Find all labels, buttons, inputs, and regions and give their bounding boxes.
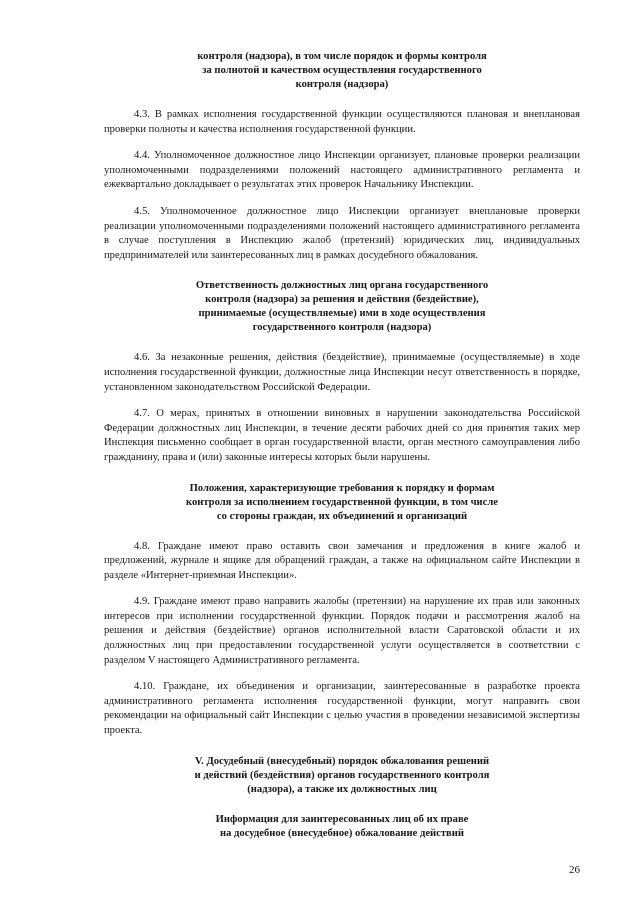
section-heading-control-forms — [104, 50, 580, 92]
heading-line: на досудебное (внесудебное) обжалование действий — [220, 827, 464, 839]
page-number: 26 — [569, 864, 580, 876]
section-heading-citizen-control — [104, 482, 580, 524]
heading-line: принимаемые (осуществляемые) ими в ходе осуществления — [198, 308, 486, 320]
heading-line: контроля за исполнением государственной функции, в том числе — [185, 496, 499, 508]
paragraph-4-6: 4.6. За незаконные решения, действия (бездействие), принимаемые (осуществляемые) в ходе исполнения государственной функции, должностные лица Инспекции несут ответственность в порядке, установленном законодательством Российской Федерации. — [104, 352, 580, 393]
heading-line: контроля (надзора) за решения и действия (бездействие), — [205, 294, 479, 306]
heading-line: и действий (бездействия) органов государственного контроля — [194, 769, 490, 781]
heading-line: государственного контроля (надзора) — [252, 322, 432, 334]
section-heading-appeal-rights-info — [104, 813, 580, 841]
paragraph-4-3: 4.3. В рамках исполнения государственной функции осуществляются плановая и внеплановая проверки полноты и качества исполнения государственной функции. — [104, 109, 580, 135]
heading-line: контроля (надзора), в том числе порядок и формы контроля — [197, 51, 487, 62]
heading-line: (надзора), а также их должностных лиц — [247, 783, 437, 795]
heading-line: Положения, характеризующие требования к порядку и формам — [189, 482, 495, 494]
page-content — [104, 50, 580, 841]
section-heading-appeal-procedure — [104, 755, 580, 797]
section-heading-responsibility — [104, 279, 580, 335]
paragraph-4-7: 4.7. О мерах, принятых в отношении виновных в нарушении законодательства Российской Федерации должностных лиц Инспекции, в течение десяти рабочих дней со дня принятия таких мер Инспекция письменно сообщает в орган государственной власти, орган местного самоуправления либо гражданину, права и (или) законные интересы которых были нарушены. — [104, 408, 580, 463]
paragraph-4-4: 4.4. Уполномоченное должностное лицо Инспекции организует, плановые проверки реализации уполномоченными подразделениями положений настоящего административного регламента и ежеквартально докладывает о результатах этих проверок Начальнику Инспекции. — [104, 150, 580, 191]
heading-line: за полнотой и качеством осуществления государственного — [202, 65, 482, 76]
paragraph-4-10: 4.10. Граждане, их объединения и организации, заинтересованные в разработке проекта административного регламента исполнения государственной функции, могут направить свои рекомендации на официальный сайт Инспекции с целью участия в проведении независимой экспертизы проекта. — [104, 681, 580, 737]
heading-line: V. Досудебный (внесудебный) порядок обжалования решений — [194, 755, 490, 767]
heading-line: со стороны граждан, их объединений и организаций — [216, 510, 468, 522]
heading-line: контроля (надзора) — [295, 79, 389, 90]
paragraph-4-5: 4.5. Уполномоченное должностное лицо Инспекции организует внеплановые проверки реализации уполномоченными подразделениями положений настоящего административного регламента в случае поступления в Инспекцию жалоб (претензий) юридических лиц, индивидуальных предпринимателей или заинтересованных лиц в рамках досудебного обжалования. — [104, 205, 580, 261]
heading-line: Ответственность должностных лиц органа государственного — [195, 280, 489, 292]
heading-line: Информация для заинтересованных лиц об их праве — [215, 813, 469, 825]
paragraph-4-9: 4.9. Граждане имеют право направить жалобы (претензии) на нарушение их прав или законных интересов при исполнении государственной функции. Порядок подачи и рассмотрения жалоб на решения и действия (бездействие) органов исполнительной власти Саратовской области и их должностных лиц при предоставлении государственной услуги осуществляется в соответствии с разделом V настоящего Административного регламента. — [104, 596, 580, 666]
paragraph-4-8: 4.8. Граждане имеют право оставить свои замечания и предложения в книге жалоб и предложений, журнале и ящике для обращений граждан, а также на официальном сайте Инспекции в разделе «Интернет-приемная Инспекции». — [104, 540, 580, 581]
